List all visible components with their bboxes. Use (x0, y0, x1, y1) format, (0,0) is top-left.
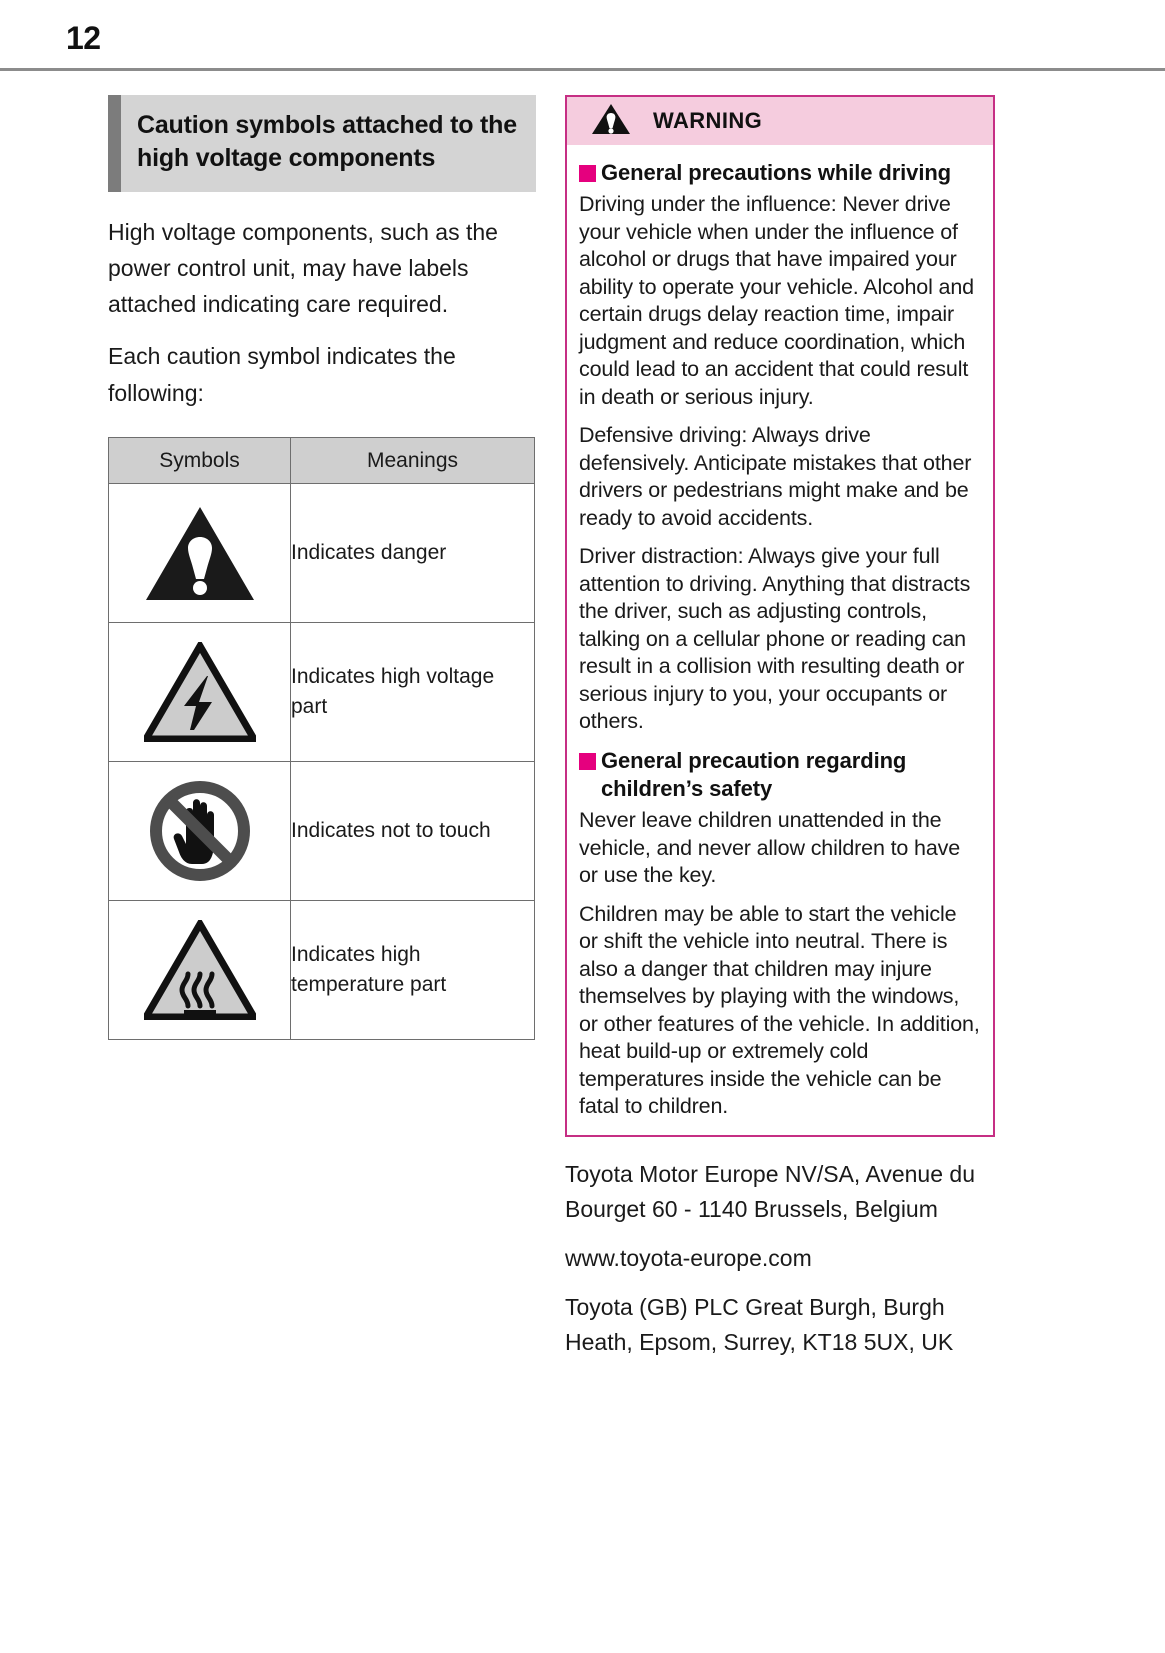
address-line: Toyota (GB) PLC Great Burgh, Burgh Heath, Epsom, Surrey, KT18 5UX, UK (565, 1293, 954, 1355)
meaning-cell: Indicates danger (291, 484, 535, 623)
warning-paragraph: Children may be able to start the vehicle or shift the vehicle into neutral. There is also a danger that children may injure themselves by playing with the windows, or other features of the vehicle. In addition, heat build-up or extremely cold temperatures inside the vehicle can be fatal to children. (579, 901, 980, 1119)
do-not-touch-hand-prohibition-icon (109, 777, 290, 885)
intro-paragraph-2: Each caution symbol indicates the following: (108, 343, 456, 406)
warning-subheading-text: General precautions while driving (601, 160, 952, 185)
warning-paragraph: Driver distraction: Always give your full attention to driving. Anything that distracts the driver, such as adjusting controls, talking on a cellular phone or reading can result in a collision with resulting death or serious injury to you, your occupants or others. (579, 544, 971, 734)
warning-box (565, 95, 995, 1137)
table-row (109, 901, 535, 1040)
table-row (109, 484, 535, 623)
warning-subheading (579, 159, 981, 187)
symbol-cell (109, 762, 291, 901)
table-header-symbols: Symbols (109, 438, 291, 484)
warning-paragraph: Never leave children unattended in the vehicle, and never allow children to have or use the key. (579, 808, 961, 888)
table-row (109, 762, 535, 901)
right-column (565, 95, 995, 1374)
meaning-cell: Indicates high temperature part (291, 901, 535, 1040)
table-row (109, 623, 535, 762)
bullet-square-icon (579, 165, 596, 182)
page-header (0, 0, 1165, 72)
website-url: www.toyota-europe.com (565, 1244, 812, 1271)
meaning-cell: Indicates not to touch (291, 762, 535, 901)
symbol-cell (109, 484, 291, 623)
danger-triangle-exclamation-icon (109, 503, 290, 603)
left-column (108, 95, 536, 1040)
warning-paragraph: Driving under the influence: Never drive your vehicle when under the influence of alcohol or drugs that have impaired your ability to operate your vehicle. Alcohol and certain drugs delay reaction time, impair judgment and reduce coordination, which could lead to an accident that could result in death or serious injury. (579, 192, 974, 409)
table-header-row (109, 438, 535, 484)
warning-subheading (579, 747, 981, 803)
warning-title: WARNING (653, 108, 763, 133)
bullet-square-icon (579, 753, 596, 770)
section-heading-text: Caution symbols attached to the high voltage components (137, 111, 517, 173)
symbol-cell (109, 901, 291, 1040)
header-divider (0, 68, 1165, 71)
address-block (565, 1157, 995, 1360)
warning-subheading-text: General precaution regarding children’s safety (601, 747, 907, 802)
meaning-cell: Indicates high voltage part (291, 623, 535, 762)
page-number: 12 (66, 20, 101, 56)
warning-header (567, 97, 993, 145)
table-header-meanings: Meanings (291, 438, 535, 484)
intro-paragraph-1: High voltage components, such as the power control unit, may have labels attached indicating care required. (108, 218, 498, 318)
symbol-cell (109, 623, 291, 762)
high-temperature-triangle-heat-icon (109, 920, 290, 1020)
address-line: Toyota Motor Europe NV/SA, Avenue du Bourget 60 - 1140 Brussels, Belgium (565, 1160, 975, 1222)
section-heading (108, 95, 536, 192)
warning-paragraph: Defensive driving: Always drive defensively. Anticipate mistakes that other drivers or pedestrians might make and be ready to avoid accidents. (579, 423, 972, 530)
symbols-meanings-table (108, 437, 535, 1040)
warning-body (567, 145, 993, 1135)
high-voltage-triangle-lightning-icon (109, 642, 290, 742)
warning-triangle-icon (591, 102, 631, 141)
